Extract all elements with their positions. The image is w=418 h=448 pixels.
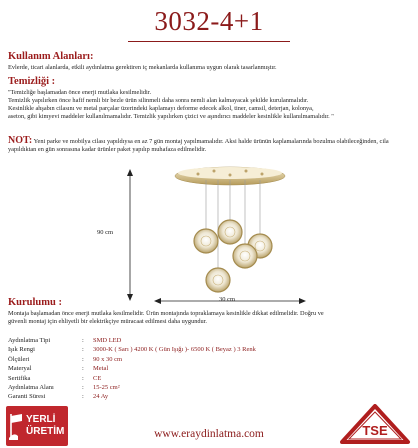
title-underline: [128, 41, 290, 42]
note-line-2: yapıldıktan en gün sonrasına kadar ürünler paket yapılıp muhafaza edilmelidir.: [8, 146, 207, 154]
spec-key: Sertifika: [8, 374, 31, 382]
tse-certification-logo: [338, 404, 412, 446]
spec-colon: :: [82, 355, 84, 363]
spec-value: Metal: [93, 365, 109, 373]
spec-value: 90 x 30 cm: [93, 355, 123, 363]
note-line-1: Yeni parke ve mobilya cilası yapıldıysa en az 7 gün montaj yapılmamalıdır. Aksi halde ürünün kaplamalarında bozulma olabileceğinden, cila: [33, 138, 389, 145]
spec-row: [8, 392, 368, 401]
spec-row: [8, 374, 368, 383]
spec-value: 3000-K ( Sarı ) 4200 K ( Gün Işığı )- 6500 K ( Beyaz ) 3 Renk: [93, 346, 256, 354]
spec-value: CE: [93, 374, 102, 382]
width-dimension-label: 30 cm: [219, 296, 236, 303]
cleaning-line: "Temizliğe başlamadan önce enerji mutlaka kesilmelidir.: [8, 89, 152, 96]
spec-colon: :: [82, 337, 84, 344]
note-block: [8, 137, 412, 154]
spec-colon: :: [82, 393, 84, 401]
spec-colon: :: [82, 384, 84, 391]
cleaning-line: aseton, gibi kimyevi maddeler kullanılmamalıdır. Temizlik yapılırken çizici ve aşındırıcı maddeler kesinlikle kullanılmamalıdır. ": [8, 113, 334, 121]
cleaning-line: Kesinlikle ahşabın cilasını ve metal parçalar üzerindeki kaplamayı deforme edecek alkol, tiner, camsil, deterjan, kolonya,: [8, 105, 314, 113]
cleaning-text: [8, 89, 412, 121]
installation-text: [8, 310, 412, 326]
website-url: www.eraydinlatma.com: [154, 428, 264, 440]
spec-key: Garanti Süresi: [8, 393, 46, 401]
spec-value: 15-25 cm²: [93, 384, 120, 391]
height-dimension-label: 90 cm: [97, 229, 114, 236]
spec-value: 24 Ay: [93, 393, 109, 401]
crystal-pendant: [233, 244, 257, 268]
tse-label: TSE: [362, 423, 388, 438]
product-code-title: 3032-4+1: [154, 6, 264, 36]
spec-key: Aydınlatma Tipi: [8, 337, 51, 344]
spec-row: [8, 383, 368, 392]
spec-row: [8, 345, 368, 354]
yerli-uretim-badge: [6, 406, 68, 446]
note-heading: NOT:: [8, 135, 33, 146]
spec-colon: :: [82, 346, 84, 354]
badge-line-1: YERLİ: [26, 414, 56, 425]
spec-key: Ölçüleri: [8, 355, 30, 363]
spec-row: [8, 355, 368, 364]
crystal-pendant: [194, 229, 218, 253]
chandelier-diagram: [100, 160, 350, 310]
installation-line-1: Montaja başlamadan önce enerji mutlaka kesilmelidir. Ürün montajında topraklamaya kesinlikle dikkat edilmelidir. Doğru ve: [8, 310, 324, 317]
spec-row: [8, 336, 368, 345]
spec-key: Işık Rengi: [8, 346, 35, 354]
spec-key: Materyal: [8, 365, 32, 373]
installation-heading: Kurulumu :: [8, 297, 62, 308]
spec-colon: :: [82, 374, 84, 382]
spec-table: [0, 336, 418, 406]
installation-line-2: güvenli montaj için ehliyetli bir elektrikçiye müracaat edilmesi daha uygundur.: [8, 318, 207, 326]
crystal-pendant: [218, 220, 242, 244]
spec-key: Aydınlatma Alanı: [8, 384, 54, 391]
height-arrow: [127, 169, 133, 301]
usage-text: Evlerde, ticari alanlarda, etkili aydınlatma gerektiren iç mekanlarda kullanıma uygun olarak tasarlanmıştır.: [8, 64, 277, 71]
spec-row: [8, 364, 368, 373]
crystal-pendant: [206, 268, 230, 292]
usage-heading: Kullanım Alanları:: [8, 51, 94, 62]
cleaning-line: Temizlik yapılırken önce hafif nemli bir bezle ürün silinmeli daha sonra nemli alan kalmayacak şekilde kurulanmalıdır.: [8, 97, 309, 105]
spec-colon: :: [82, 365, 84, 373]
spec-value: SMD LED: [93, 337, 122, 344]
cleaning-heading: Temizliği :: [8, 76, 56, 87]
badge-line-2: ÜRETİM: [26, 426, 65, 437]
